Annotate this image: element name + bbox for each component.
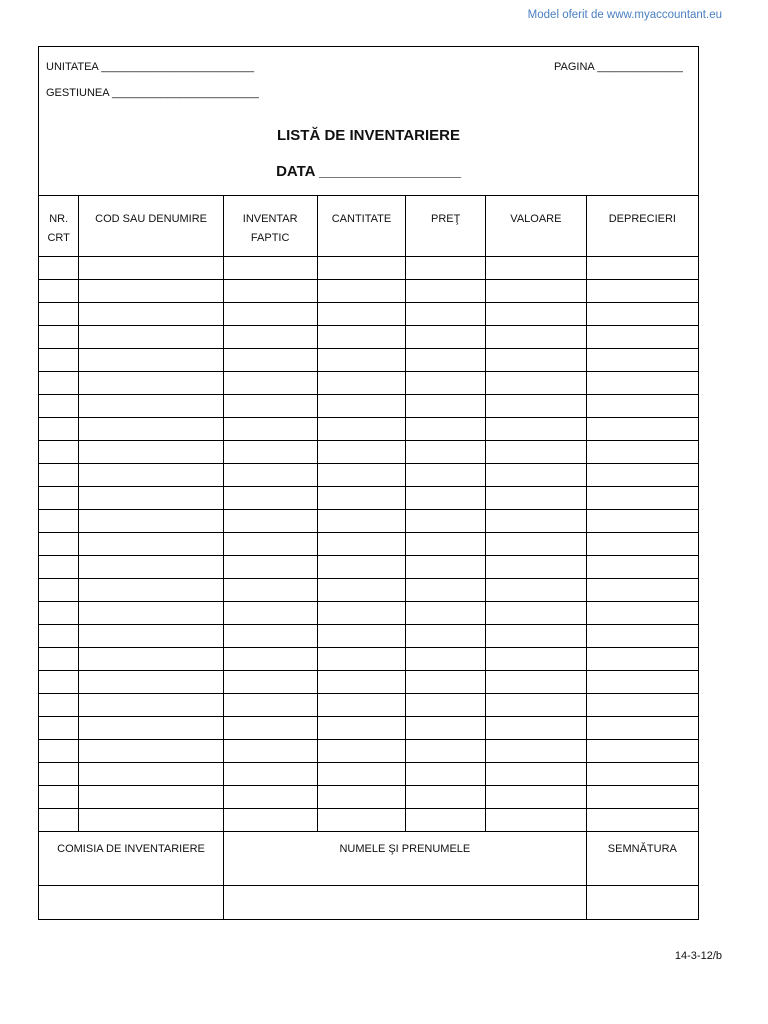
table-cell[interactable] <box>486 302 587 325</box>
table-cell[interactable] <box>486 624 587 647</box>
table-cell[interactable] <box>486 463 587 486</box>
table-cell[interactable] <box>79 325 223 348</box>
table-cell[interactable] <box>39 578 79 601</box>
table-cell[interactable] <box>223 739 317 762</box>
table-cell[interactable] <box>406 348 486 371</box>
table-row <box>39 555 698 578</box>
table-row <box>39 693 698 716</box>
table-cell[interactable] <box>39 256 79 279</box>
table-cell[interactable] <box>39 463 79 486</box>
table-cell[interactable] <box>406 325 486 348</box>
table-cell[interactable] <box>317 348 406 371</box>
table-cell[interactable] <box>406 394 486 417</box>
table-cell[interactable] <box>486 808 587 831</box>
table-row <box>39 440 698 463</box>
table-cell[interactable] <box>317 417 406 440</box>
table-cell[interactable] <box>486 325 587 348</box>
table-cell[interactable] <box>486 371 587 394</box>
table-cell[interactable] <box>586 716 698 739</box>
table-cell[interactable] <box>486 532 587 555</box>
table-cell[interactable] <box>486 762 587 785</box>
inventory-table <box>39 195 698 832</box>
table-cell[interactable] <box>79 509 223 532</box>
table-cell[interactable] <box>317 555 406 578</box>
column-header-pret: PREŢ <box>406 195 486 256</box>
table-cell[interactable] <box>79 647 223 670</box>
table-cell[interactable] <box>406 486 486 509</box>
column-header-valoare: VALOARE <box>486 195 587 256</box>
source-credit[interactable]: Model oferit de www.myaccountant.eu <box>527 9 722 21</box>
table-cell[interactable] <box>223 716 317 739</box>
table-cell[interactable] <box>586 532 698 555</box>
table-cell[interactable] <box>39 371 79 394</box>
table-cell[interactable] <box>586 394 698 417</box>
table-cell[interactable] <box>39 555 79 578</box>
pagina-field: PAGINA ______________ <box>554 61 683 73</box>
table-cell[interactable] <box>317 785 406 808</box>
table-cell[interactable] <box>486 394 587 417</box>
table-cell[interactable] <box>486 279 587 302</box>
table-cell[interactable] <box>79 279 223 302</box>
inventory-form <box>38 46 699 920</box>
table-cell[interactable] <box>586 486 698 509</box>
table-cell[interactable] <box>79 302 223 325</box>
table-cell[interactable] <box>39 762 79 785</box>
table-cell[interactable] <box>486 348 587 371</box>
table-cell[interactable] <box>486 578 587 601</box>
table-cell[interactable] <box>486 647 587 670</box>
table-cell[interactable] <box>406 509 486 532</box>
table-cell[interactable] <box>486 555 587 578</box>
table-cell[interactable] <box>39 601 79 624</box>
table-row <box>39 256 698 279</box>
table-cell[interactable] <box>317 279 406 302</box>
table-cell[interactable] <box>39 509 79 532</box>
table-cell[interactable] <box>223 647 317 670</box>
gestiunea-field: GESTIUNEA ________________________ <box>46 87 259 99</box>
table-cell[interactable] <box>317 486 406 509</box>
table-cell[interactable] <box>79 486 223 509</box>
table-cell[interactable] <box>406 417 486 440</box>
table-cell[interactable] <box>586 555 698 578</box>
table-cell[interactable] <box>486 693 587 716</box>
table-cell[interactable] <box>223 808 317 831</box>
table-cell[interactable] <box>223 279 317 302</box>
table-row <box>39 739 698 762</box>
table-cell[interactable] <box>79 785 223 808</box>
table-cell[interactable] <box>223 532 317 555</box>
table-cell[interactable] <box>486 417 587 440</box>
table-cell[interactable] <box>39 532 79 555</box>
column-header-nr-crt: NR. CRT <box>39 195 79 256</box>
table-cell[interactable] <box>406 532 486 555</box>
table-cell[interactable] <box>486 716 587 739</box>
table-cell[interactable] <box>486 509 587 532</box>
table-row <box>39 394 698 417</box>
table-cell[interactable] <box>317 440 406 463</box>
table-header-row <box>39 195 698 256</box>
commission-cell[interactable] <box>39 885 224 920</box>
table-cell[interactable] <box>586 279 698 302</box>
commission-entry-row <box>39 885 698 920</box>
table-cell[interactable] <box>406 716 486 739</box>
table-cell[interactable] <box>317 670 406 693</box>
table-cell[interactable] <box>586 739 698 762</box>
table-cell[interactable] <box>486 670 587 693</box>
table-row <box>39 762 698 785</box>
table-cell[interactable] <box>317 578 406 601</box>
table-cell[interactable] <box>223 302 317 325</box>
table-cell[interactable] <box>39 647 79 670</box>
table-cell[interactable] <box>586 440 698 463</box>
table-cell[interactable] <box>223 555 317 578</box>
table-cell[interactable] <box>586 371 698 394</box>
table-cell[interactable] <box>79 256 223 279</box>
table-cell[interactable] <box>223 256 317 279</box>
table-cell[interactable] <box>39 417 79 440</box>
table-cell[interactable] <box>586 509 698 532</box>
table-cell[interactable] <box>79 348 223 371</box>
table-row <box>39 808 698 831</box>
table-row <box>39 417 698 440</box>
table-cell[interactable] <box>79 601 223 624</box>
table-cell[interactable] <box>223 762 317 785</box>
table-row <box>39 647 698 670</box>
commission-header: COMISIA DE INVENTARIERE <box>39 830 224 885</box>
commission-table <box>39 830 698 920</box>
signature-header: SEMNĂTURA <box>586 830 698 885</box>
table-cell[interactable] <box>406 785 486 808</box>
table-cell[interactable] <box>39 394 79 417</box>
table-cell[interactable] <box>39 279 79 302</box>
table-cell[interactable] <box>79 463 223 486</box>
table-cell[interactable] <box>223 325 317 348</box>
table-row <box>39 509 698 532</box>
table-row <box>39 785 698 808</box>
table-cell[interactable] <box>223 578 317 601</box>
table-cell[interactable] <box>223 624 317 647</box>
table-cell[interactable] <box>586 647 698 670</box>
table-cell[interactable] <box>223 509 317 532</box>
table-row <box>39 486 698 509</box>
table-cell[interactable] <box>79 371 223 394</box>
table-row <box>39 532 698 555</box>
table-cell[interactable] <box>317 601 406 624</box>
table-cell[interactable] <box>79 440 223 463</box>
table-cell[interactable] <box>586 348 698 371</box>
table-cell[interactable] <box>406 555 486 578</box>
table-row <box>39 601 698 624</box>
table-cell[interactable] <box>586 624 698 647</box>
table-cell[interactable] <box>486 440 587 463</box>
table-cell[interactable] <box>223 440 317 463</box>
table-cell[interactable] <box>79 532 223 555</box>
table-cell[interactable] <box>223 371 317 394</box>
table-cell[interactable] <box>223 417 317 440</box>
name-header: NUMELE ŞI PRENUMELE <box>224 830 587 885</box>
table-cell[interactable] <box>79 716 223 739</box>
form-code: 14-3-12/b <box>674 950 722 962</box>
table-cell[interactable] <box>223 670 317 693</box>
table-cell[interactable] <box>406 808 486 831</box>
table-cell[interactable] <box>486 785 587 808</box>
column-header-cod-denumire: COD SAU DENUMIRE <box>79 195 223 256</box>
table-cell[interactable] <box>39 348 79 371</box>
table-cell[interactable] <box>406 578 486 601</box>
table-cell[interactable] <box>223 785 317 808</box>
table-cell[interactable] <box>79 693 223 716</box>
table-cell[interactable] <box>586 785 698 808</box>
table-cell[interactable] <box>406 647 486 670</box>
inventory-table-body <box>39 195 698 831</box>
table-cell[interactable] <box>223 601 317 624</box>
table-cell[interactable] <box>406 762 486 785</box>
table-row <box>39 716 698 739</box>
table-cell[interactable] <box>406 739 486 762</box>
table-cell[interactable] <box>317 509 406 532</box>
table-cell[interactable] <box>586 325 698 348</box>
table-cell[interactable] <box>406 463 486 486</box>
table-cell[interactable] <box>223 486 317 509</box>
table-cell[interactable] <box>223 693 317 716</box>
table-cell[interactable] <box>39 302 79 325</box>
table-cell[interactable] <box>39 486 79 509</box>
table-row <box>39 279 698 302</box>
table-cell[interactable] <box>39 785 79 808</box>
date-field: DATA _________________ <box>276 163 461 180</box>
table-cell[interactable] <box>486 486 587 509</box>
column-header-deprecieri: DEPRECIERI <box>586 195 698 256</box>
table-cell[interactable] <box>586 256 698 279</box>
table-cell[interactable] <box>586 670 698 693</box>
table-cell[interactable] <box>406 256 486 279</box>
signature-cell[interactable] <box>586 885 698 920</box>
table-cell[interactable] <box>317 463 406 486</box>
table-cell[interactable] <box>406 371 486 394</box>
table-cell[interactable] <box>586 417 698 440</box>
table-row <box>39 624 698 647</box>
table-cell[interactable] <box>406 693 486 716</box>
table-cell[interactable] <box>586 601 698 624</box>
table-cell[interactable] <box>317 371 406 394</box>
table-cell[interactable] <box>79 808 223 831</box>
table-cell[interactable] <box>317 739 406 762</box>
unitatea-field: UNITATEA _________________________ <box>46 61 255 73</box>
column-header-inventar-faptic: INVENTAR FAPTIC <box>223 195 317 256</box>
table-cell[interactable] <box>223 463 317 486</box>
table-cell[interactable] <box>39 624 79 647</box>
name-cell[interactable] <box>224 885 587 920</box>
table-cell[interactable] <box>586 463 698 486</box>
table-cell[interactable] <box>39 716 79 739</box>
column-header-cantitate: CANTITATE <box>317 195 406 256</box>
table-cell[interactable] <box>317 325 406 348</box>
table-cell[interactable] <box>79 578 223 601</box>
table-cell[interactable] <box>406 670 486 693</box>
form-title: LISTĂ DE INVENTARIERE <box>276 127 461 144</box>
table-row <box>39 371 698 394</box>
table-cell[interactable] <box>79 394 223 417</box>
table-cell[interactable] <box>486 739 587 762</box>
table-cell[interactable] <box>486 601 587 624</box>
table-cell[interactable] <box>406 624 486 647</box>
table-cell[interactable] <box>406 279 486 302</box>
table-cell[interactable] <box>39 693 79 716</box>
table-cell[interactable] <box>39 440 79 463</box>
commission-header-row <box>39 830 698 885</box>
table-row <box>39 670 698 693</box>
table-cell[interactable] <box>39 325 79 348</box>
table-cell[interactable] <box>586 808 698 831</box>
table-cell[interactable] <box>317 394 406 417</box>
table-row <box>39 348 698 371</box>
form-header <box>39 47 698 196</box>
table-cell[interactable] <box>317 808 406 831</box>
table-cell[interactable] <box>317 256 406 279</box>
table-cell[interactable] <box>586 762 698 785</box>
table-cell[interactable] <box>317 647 406 670</box>
table-cell[interactable] <box>79 555 223 578</box>
table-cell[interactable] <box>586 302 698 325</box>
table-cell[interactable] <box>39 808 79 831</box>
table-cell[interactable] <box>223 394 317 417</box>
table-row <box>39 463 698 486</box>
table-cell[interactable] <box>317 624 406 647</box>
table-row <box>39 325 698 348</box>
table-cell[interactable] <box>486 256 587 279</box>
table-cell[interactable] <box>406 440 486 463</box>
table-cell[interactable] <box>406 302 486 325</box>
table-cell[interactable] <box>39 739 79 762</box>
table-cell[interactable] <box>317 762 406 785</box>
table-cell[interactable] <box>39 670 79 693</box>
table-cell[interactable] <box>586 578 698 601</box>
table-cell[interactable] <box>586 693 698 716</box>
table-cell[interactable] <box>79 739 223 762</box>
table-cell[interactable] <box>317 302 406 325</box>
table-cell[interactable] <box>317 532 406 555</box>
table-cell[interactable] <box>223 348 317 371</box>
table-cell[interactable] <box>79 762 223 785</box>
table-cell[interactable] <box>79 670 223 693</box>
table-cell[interactable] <box>317 693 406 716</box>
table-cell[interactable] <box>79 624 223 647</box>
table-cell[interactable] <box>406 601 486 624</box>
table-row <box>39 578 698 601</box>
table-cell[interactable] <box>79 417 223 440</box>
table-row <box>39 302 698 325</box>
table-cell[interactable] <box>317 716 406 739</box>
